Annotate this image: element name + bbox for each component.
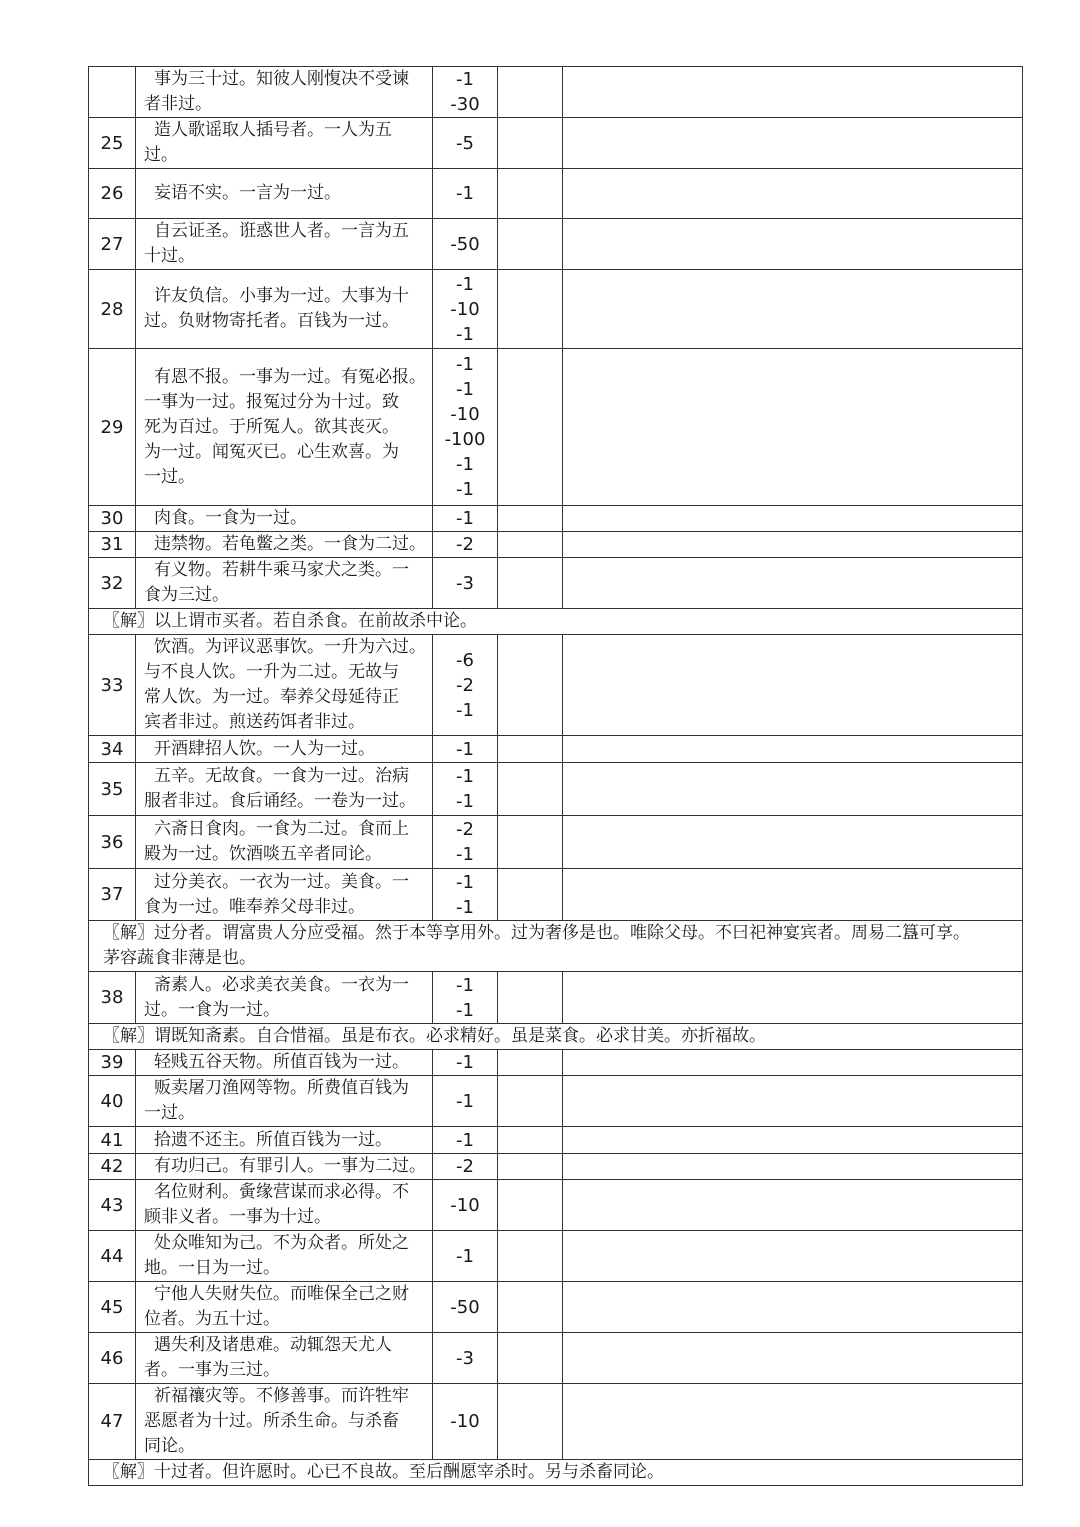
item-description	[136, 219, 433, 270]
score-value: -3	[456, 572, 474, 594]
item-scores	[433, 1333, 498, 1384]
item-number: 41	[89, 1127, 136, 1154]
blank-cell	[498, 219, 563, 270]
item-description-text: 有义物。若耕牛乘马家犬之类。一 食为三过。	[144, 560, 409, 605]
item-number: 25	[89, 118, 136, 169]
blank-cell	[498, 169, 563, 219]
blank-cell	[498, 1282, 563, 1333]
score-value: -10	[450, 298, 480, 320]
item-scores	[433, 736, 498, 763]
item-number: 26	[89, 169, 136, 219]
blank-cell	[563, 1180, 1023, 1231]
blank-cell	[563, 506, 1023, 532]
blank-cell	[563, 1384, 1023, 1460]
item-number: 43	[89, 1180, 136, 1231]
score-value: -1	[456, 896, 474, 918]
table-row	[89, 972, 1023, 1024]
table-row	[89, 169, 1023, 219]
blank-cell	[498, 972, 563, 1024]
table-row	[89, 506, 1023, 532]
blank-cell	[563, 532, 1023, 558]
blank-cell	[563, 736, 1023, 763]
score-value: -1	[456, 844, 474, 865]
item-scores	[433, 270, 498, 349]
item-description	[136, 1333, 433, 1384]
blank-cell	[498, 532, 563, 558]
table-row	[89, 1282, 1023, 1333]
item-description-text: 拾遗不还主。所值百钱为一过。	[154, 1129, 392, 1150]
blank-cell	[563, 349, 1023, 506]
blank-cell	[498, 1333, 563, 1384]
merit-demerit-ledger	[88, 66, 1023, 1486]
score-value: -1	[456, 871, 474, 893]
item-description	[136, 1180, 433, 1231]
blank-cell	[563, 558, 1023, 609]
item-description-text: 开酒肆招人饮。一人为一过。	[154, 738, 375, 759]
item-description-text: 遇失利及诸患难。动辄怨天尤人 者。一事为三过。	[144, 1335, 392, 1380]
score-value: -1	[456, 1129, 474, 1151]
blank-cell	[563, 1154, 1023, 1180]
item-description	[136, 816, 433, 869]
item-number: 36	[89, 816, 136, 869]
item-number: 28	[89, 270, 136, 349]
blank-cell	[563, 635, 1023, 736]
blank-cell	[498, 67, 563, 118]
blank-cell	[498, 635, 563, 736]
table-row	[89, 1231, 1023, 1282]
table-row	[89, 1180, 1023, 1231]
blank-cell	[563, 67, 1023, 118]
item-description-text: 名位财利。夤缘营谋而求必得。不 顾非义者。一事为十过。	[144, 1182, 409, 1227]
item-number: 31	[89, 532, 136, 558]
table-row	[89, 67, 1023, 118]
blank-cell	[498, 763, 563, 816]
item-description-text: 六斋日食肉。一食为二过。食而上 殿为一过。饮酒啖五辛者同论。	[144, 819, 409, 864]
item-number: 45	[89, 1282, 136, 1333]
item-description	[136, 1050, 433, 1076]
item-scores	[433, 635, 498, 736]
item-scores	[433, 1384, 498, 1460]
item-number: 33	[89, 635, 136, 736]
item-number: 40	[89, 1076, 136, 1127]
item-number: 37	[89, 869, 136, 921]
table-row	[89, 869, 1023, 921]
note-row	[89, 609, 1023, 635]
score-value: -1	[456, 508, 474, 529]
item-description-text: 有恩不报。一事为一过。有冤必报。 一事为一过。报冤过分为十过。致 死为百过。于所冤人。欲其丧灭。 为一过。闻冤灭已。心生欢喜。为 一过。	[144, 366, 426, 487]
item-number: 35	[89, 763, 136, 816]
note-text-content: 〖解〗以上谓市买者。若自杀食。在前故杀中论。	[103, 611, 477, 631]
item-description-text: 造人歌谣取人插号者。一人为五 过。	[144, 120, 392, 165]
table-row	[89, 1333, 1023, 1384]
item-scores	[433, 1180, 498, 1231]
table-row	[89, 118, 1023, 169]
blank-cell	[563, 169, 1023, 219]
blank-cell	[563, 1076, 1023, 1127]
item-description-text: 处众唯知为己。不为众者。所处之 地。一日为一过。	[144, 1233, 409, 1278]
blank-cell	[498, 1076, 563, 1127]
blank-cell	[498, 1231, 563, 1282]
note-text-content: 〖解〗十过者。但许愿时。心已不良故。至后酬愿宰杀时。另与杀畜同论。	[103, 1462, 664, 1482]
item-number: 47	[89, 1384, 136, 1460]
score-value: -2	[456, 534, 474, 555]
item-description-text: 肉食。一食为一过。	[154, 508, 307, 528]
table-row	[89, 270, 1023, 349]
score-value: -1	[456, 699, 474, 721]
score-value: -5	[456, 132, 474, 154]
score-value: -1	[456, 738, 474, 760]
table-row	[89, 816, 1023, 869]
item-description-text: 妄语不实。一言为一过。	[154, 183, 341, 203]
item-description	[136, 169, 433, 219]
item-number: 29	[89, 349, 136, 506]
score-value: -1	[456, 323, 474, 345]
item-scores	[433, 506, 498, 532]
score-value: -1	[456, 183, 474, 204]
item-number: 46	[89, 1333, 136, 1384]
blank-cell	[563, 869, 1023, 921]
note-text	[89, 1024, 1023, 1050]
item-description-text: 过分美衣。一衣为一过。美食。一 食为一过。唯奉养父母非过。	[144, 871, 409, 917]
item-description-text: 五辛。无故食。一食为一过。治病 服者非过。食后诵经。一卷为一过。	[144, 766, 416, 811]
item-number	[89, 67, 136, 118]
blank-cell	[498, 270, 563, 349]
score-value: -50	[450, 233, 480, 255]
blank-cell	[563, 972, 1023, 1024]
blank-cell	[563, 763, 1023, 816]
note-row	[89, 921, 1023, 972]
score-value: -1	[456, 354, 474, 375]
item-description	[136, 1127, 433, 1154]
item-number: 32	[89, 558, 136, 609]
item-scores	[433, 1127, 498, 1154]
score-value: -1	[456, 1245, 474, 1267]
item-description	[136, 763, 433, 816]
score-value: -1	[456, 791, 474, 812]
blank-cell	[563, 1282, 1023, 1333]
item-description	[136, 118, 433, 169]
item-number: 30	[89, 506, 136, 532]
item-description	[136, 736, 433, 763]
score-value: -30	[450, 94, 480, 115]
item-scores	[433, 1282, 498, 1333]
item-scores	[433, 532, 498, 558]
score-value: -50	[450, 1296, 480, 1318]
item-description	[136, 869, 433, 921]
item-description	[136, 635, 433, 736]
score-value: -6	[456, 649, 474, 671]
blank-cell	[563, 816, 1023, 869]
item-scores	[433, 558, 498, 609]
score-value: -100	[444, 429, 486, 450]
item-description	[136, 506, 433, 532]
item-scores	[433, 67, 498, 118]
table-row	[89, 1127, 1023, 1154]
score-value: -1	[456, 766, 474, 787]
note-row	[89, 1460, 1023, 1486]
item-description-text: 许友负信。小事为一过。大事为十 过。负财物寄托者。百钱为一过。	[144, 286, 409, 331]
table-row	[89, 349, 1023, 506]
blank-cell	[498, 1384, 563, 1460]
score-value: -1	[456, 454, 474, 475]
item-number: 44	[89, 1231, 136, 1282]
score-value: -1	[456, 974, 474, 996]
score-value: -1	[456, 69, 474, 90]
item-description-text: 宁他人失财失位。而唯保全己之财 位者。为五十过。	[144, 1284, 409, 1329]
score-value: -1	[456, 379, 474, 400]
item-scores	[433, 1050, 498, 1076]
table-row	[89, 1076, 1023, 1127]
score-value: -3	[456, 1347, 474, 1369]
blank-cell	[563, 1127, 1023, 1154]
item-description	[136, 349, 433, 506]
blank-cell	[498, 1050, 563, 1076]
ledger-body	[89, 67, 1023, 1486]
blank-cell	[498, 118, 563, 169]
blank-cell	[498, 558, 563, 609]
item-number: 38	[89, 972, 136, 1024]
item-number: 34	[89, 736, 136, 763]
score-value: -10	[450, 404, 480, 425]
blank-cell	[563, 1333, 1023, 1384]
item-description-text: 斋素人。必求美衣美食。一衣为一 过。一食为一过。	[144, 974, 409, 1020]
item-scores	[433, 1154, 498, 1180]
score-value: -2	[456, 1156, 474, 1177]
note-row	[89, 1024, 1023, 1050]
blank-cell	[498, 869, 563, 921]
score-value: -1	[456, 273, 474, 295]
blank-cell	[563, 219, 1023, 270]
blank-cell	[498, 1154, 563, 1180]
item-scores	[433, 1076, 498, 1127]
blank-cell	[563, 118, 1023, 169]
item-scores	[433, 763, 498, 816]
score-value: -1	[456, 1090, 474, 1112]
item-description	[136, 1154, 433, 1180]
item-description	[136, 532, 433, 558]
item-description-text: 祈福禳灾等。不修善事。而许牲牢 恶愿者为十过。所杀生命。与杀畜 同论。	[144, 1386, 409, 1456]
blank-cell	[498, 1180, 563, 1231]
item-scores	[433, 1231, 498, 1282]
score-value: -1	[456, 479, 474, 500]
score-value: -2	[456, 674, 474, 696]
item-description	[136, 270, 433, 349]
item-description	[136, 1282, 433, 1333]
item-description-text: 饮酒。为评议恶事饮。一升为六过。 与不良人饮。一升为二过。无故与 常人饮。为一过。奉养父母延待正 宾者非过。煎送药饵者非过。	[144, 637, 426, 732]
blank-cell	[498, 816, 563, 869]
item-description-text: 贩卖屠刀渔网等物。所费值百钱为 一过。	[144, 1078, 409, 1123]
blank-cell	[498, 506, 563, 532]
note-text-content: 〖解〗过分者。谓富贵人分应受福。然于本等享用外。过为奢侈是也。唯除父母。不曰祀神宴宾者。周易二簋可享。 茅容蔬食非薄是也。	[103, 923, 970, 968]
table-row	[89, 1384, 1023, 1460]
blank-cell	[563, 1231, 1023, 1282]
item-description-text: 事为三十过。知彼人刚愎决不受谏 者非过。	[144, 69, 409, 114]
item-scores	[433, 118, 498, 169]
score-value: -10	[450, 1194, 480, 1216]
table-row	[89, 219, 1023, 270]
note-text	[89, 1460, 1023, 1486]
item-scores	[433, 972, 498, 1024]
item-scores	[433, 349, 498, 506]
blank-cell	[498, 349, 563, 506]
score-value: -2	[456, 819, 474, 840]
score-value: -1	[456, 999, 474, 1021]
table-row	[89, 1154, 1023, 1180]
note-text	[89, 609, 1023, 635]
blank-cell	[498, 1127, 563, 1154]
score-value: -1	[456, 1052, 474, 1073]
item-scores	[433, 169, 498, 219]
item-number: 42	[89, 1154, 136, 1180]
item-description-text: 自云证圣。诳惑世人者。一言为五 十过。	[144, 221, 409, 266]
item-description	[136, 67, 433, 118]
table-row	[89, 532, 1023, 558]
item-description-text: 轻贱五谷天物。所值百钱为一过。	[154, 1052, 409, 1072]
item-scores	[433, 869, 498, 921]
item-description	[136, 1231, 433, 1282]
table-row	[89, 558, 1023, 609]
item-description	[136, 1384, 433, 1460]
item-description	[136, 972, 433, 1024]
item-scores	[433, 219, 498, 270]
note-text	[89, 921, 1023, 972]
note-text-content: 〖解〗谓既知斋素。自合惜福。虽是布衣。必求精好。虽是菜食。必求甘美。亦折福故。	[103, 1026, 766, 1046]
item-description-text: 违禁物。若龟鳖之类。一食为二过。	[154, 534, 426, 554]
blank-cell	[563, 270, 1023, 349]
blank-cell	[498, 736, 563, 763]
score-value: -10	[450, 1411, 480, 1432]
table-row	[89, 736, 1023, 763]
table-row	[89, 635, 1023, 736]
item-number: 27	[89, 219, 136, 270]
item-number: 39	[89, 1050, 136, 1076]
table-row	[89, 1050, 1023, 1076]
item-scores	[433, 816, 498, 869]
blank-cell	[563, 1050, 1023, 1076]
item-description-text: 有功归己。有罪引人。一事为二过。	[154, 1156, 426, 1176]
table-row	[89, 763, 1023, 816]
item-description	[136, 558, 433, 609]
item-description	[136, 1076, 433, 1127]
